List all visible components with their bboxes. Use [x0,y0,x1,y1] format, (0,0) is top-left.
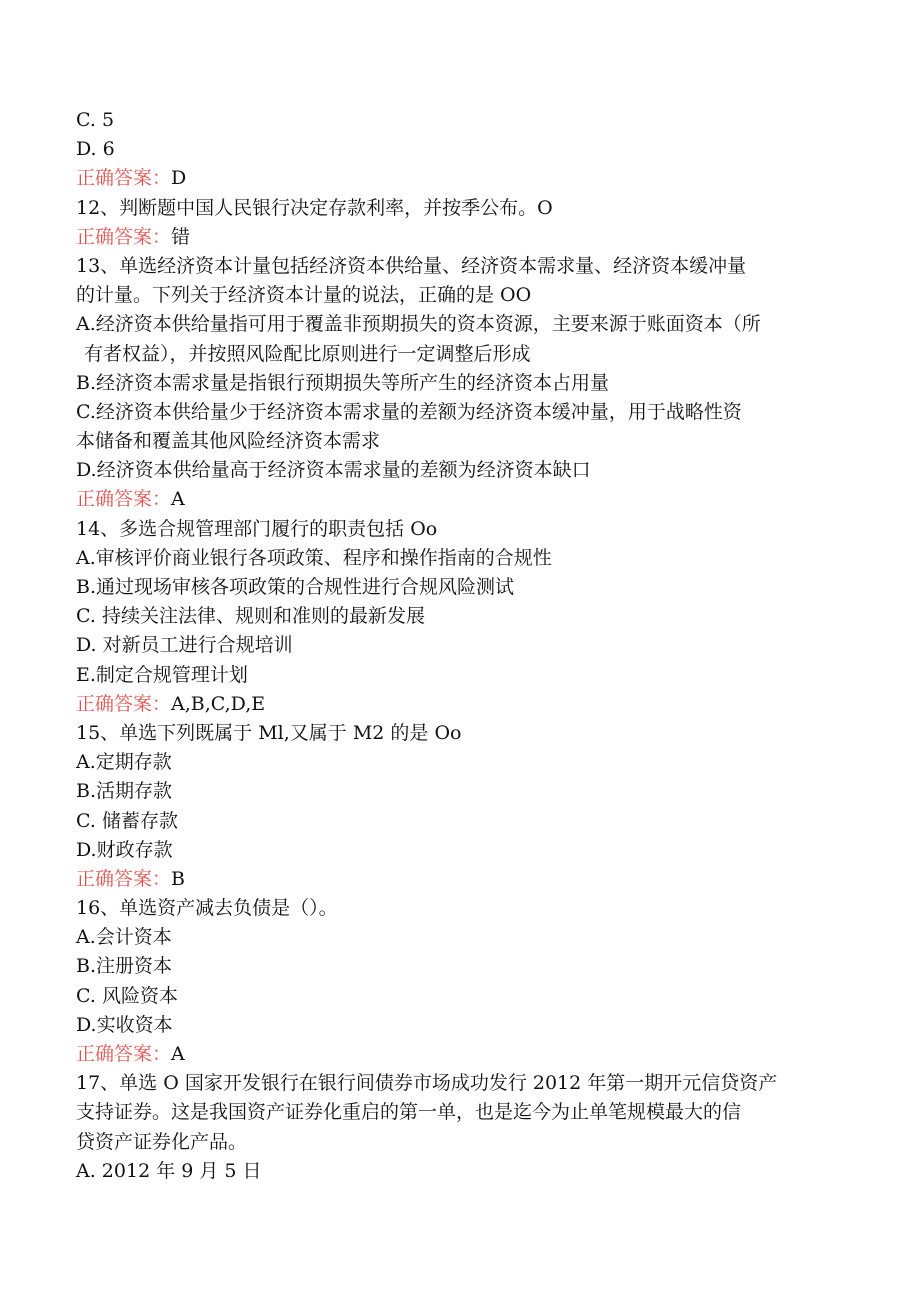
question-line: 16、单选资产减去负债是（）。 [76,897,338,920]
answer-line [76,223,846,252]
option-line: A.会计资本 [76,926,172,949]
option-line: D.实收资本 [76,1013,173,1036]
option-line: A.审核评价商业银行各项政策、程序和操作指南的合规性 [76,546,552,569]
answer-line [76,1040,846,1069]
question-line: 17、单选 O 国家开发银行在银行间债券市场成功发行 2012 年第一期开元信贷资产 [76,1072,778,1095]
question-line: 支持证券。这是我国资产证券化重启的第一单，也是迄今为止单笔规模最大的信 [76,1101,742,1124]
option-line: C. 储蓄存款 [76,809,178,832]
answer-line [76,690,846,719]
answer-value: A [171,1043,185,1065]
option-line: A.经济资本供给量指可用于覆盖非预期损失的资本资源，主要来源于账面资本（所 [76,313,761,336]
option-line: D. 对新员工进行合规培训 [76,634,293,657]
answer-label: 正确答案： [76,167,172,190]
option-line: B.注册资本 [76,955,173,978]
answer-label: 正确答案： [76,1043,172,1065]
option-line: D. 6 [76,138,115,161]
option-line: E.制定合规管理计划 [76,663,248,686]
option-line: C. 风险资本 [76,984,178,1007]
answer-value: A,B,C,D,E [171,692,266,715]
option-line: C. 5 [76,109,115,131]
option-line: A.定期存款 [76,751,172,774]
answer-line [76,485,846,514]
answer-line [76,865,846,894]
question-line: 12、判断题中国人民银行决定存款利率，并按季公布。O [76,196,553,219]
question-line: 13、单选经济资本计量包括经济资本供给量、经济资本需求量、经济资本缓冲量 [76,254,747,277]
answer-value: A [171,488,185,511]
answer-value: D [171,167,187,190]
answer-line [76,164,846,193]
option-line: B.活期存款 [76,780,173,803]
answer-label: 正确答案： [76,488,172,511]
document-page [76,106,846,1186]
answer-label: 正确答案： [76,225,172,248]
question-line: 的计量。下列关于经济资本计量的说法，正确的是 OO [76,284,532,307]
option-line: 本储备和覆盖其他风险经济资本需求 [76,430,381,453]
option-line: C.经济资本供给量少于经济资本需求量的差额为经济资本缓冲量，用于战略性资 [76,400,742,423]
option-line: B.经济资本需求量是指银行预期损失等所产生的经济资本占用量 [76,371,610,394]
question-line: 14、多选合规管理部门履行的职责包括 Oo [76,517,438,540]
question-line: 贷资产证券化产品。 [76,1130,248,1153]
option-line: 有者权益），并按照风险配比原则进行一定调整后形成 [84,342,531,365]
option-line: D.财政存款 [76,838,173,861]
option-line: C. 持续关注法律、规则和准则的最新发展 [76,605,425,628]
option-line: A. 2012 年 9 月 5 日 [76,1159,262,1182]
question-line: 15、单选下列既属于 Ml,又属于 M2 的是 Oo [76,721,462,744]
answer-value: 错 [171,225,191,248]
answer-label: 正确答案： [76,692,172,715]
answer-value: B [171,867,185,890]
option-line: B.通过现场审核各项政策的合规性进行合规风险测试 [76,576,515,598]
option-line: D.经济资本供给量高于经济资本需求量的差额为经济资本缺口 [76,459,591,482]
answer-label: 正确答案： [76,867,172,890]
